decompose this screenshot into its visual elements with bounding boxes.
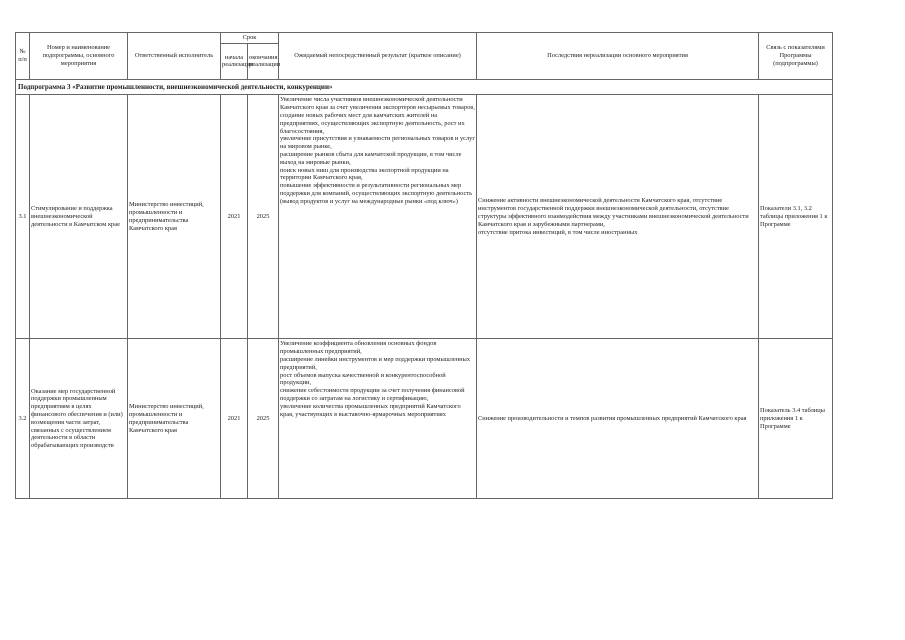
row-result: Увеличение коэффициента обновления основных фондов промышленных предприятий, расширение линейки инструментов и мер поддержки промышленных предприятий, рост объемов выпуска качественной и конкурентоспособной продукции, снижение себестоимости продукции за счет получения финансовой поддержки со затратам на логистику и сертификацию, увеличение количества промышленных предприятий Камчатского края, участвующих в выставочно-ярмарочных мероприятиях [279, 339, 477, 499]
row-consequences: Снижение активности внешнеэкономической деятельности Камчатского края, отсутствие инструментов государственной поддержки внешнеэкономической деятельности, отсутствие структуры эффективного взаимодействия между участниками внешнеэкономической деятельности Камчатского края и зарубежными партнерами, отсутствие притока инвестиций, в том числе иностранных [477, 95, 759, 339]
row-responsible: Министерство инвестиций, промышленности и предпринимательства Камчатского края [128, 339, 221, 499]
row-start: 2021 [221, 339, 248, 499]
row-end: 2025 [248, 95, 279, 339]
row-start: 2021 [221, 95, 248, 339]
header-num: № п/п [16, 33, 30, 80]
row-consequences: Снижение производительности и темпов развития промышленных предприятий Камчатского края [477, 339, 759, 499]
row-num: 3.1 [16, 95, 30, 339]
table-row [16, 95, 833, 339]
row-name: Оказание мер государственной поддержки промышленным предприятиям в целях финансового обеспечения и (или) возмещения части затрат, связанных с осуществлением деятельности в области обрабатывающих производств [30, 339, 128, 499]
header-end: окончания реализации [248, 43, 279, 79]
row-end: 2025 [248, 339, 279, 499]
measures-table [15, 32, 833, 499]
header-start: начала реализации [221, 43, 248, 79]
row-name: Стимулирование и поддержка внешнеэкономической деятельности в Камчатском крае [30, 95, 128, 339]
header-name: Номер и наименование подпрограммы, основного мероприятия [30, 33, 128, 80]
header-result: Ожидаемый непосредственный результат (краткое описание) [279, 33, 477, 80]
subprogram-title: Подпрограмма 3 «Развитие промышленности, внешнеэкономической деятельности, конкуренции» [16, 79, 833, 95]
row-responsible: Министерство инвестиций, промышленности и предпринимательства Камчатского края [128, 95, 221, 339]
row-num: 3.2 [16, 339, 30, 499]
header-responsible: Ответственный исполнитель [128, 33, 221, 80]
header-term: Срок [221, 33, 279, 44]
row-link: Показатель 3.4 таблицы приложения 1 к Программе [759, 339, 833, 499]
row-link: Показатели 3.1, 3.2 таблицы приложения 1 к Программе [759, 95, 833, 339]
row-result: Увеличение числа участников внешнеэкономической деятельности Камчатского края за счет увеличения экспортеров несырьевых товаров, создание новых рабочих мест для камчатских жителей на предприятиях, осуществляющих экспортную деятельность, рост их благосостояния, увеличение присутствия и узнаваемости региональных товаров и услуг на мировом рынке, расширение рынков сбыта для камчатской продукции, в том числе выход на мировые рынки, поиск новых ниш для производства экспортной продукции на территории Камчатского края, повышение эффективности и результативности региональных мер поддержки для компаний, осуществляющих экспортную деятельность (вывод продуктов и услуг на международные рынки «под ключ») [279, 95, 477, 339]
header-consequences: Последствия нереализации основного мероприятия [477, 33, 759, 80]
table-row [16, 339, 833, 499]
header-link: Связь с показателями Программы (подпрограммы) [759, 33, 833, 80]
